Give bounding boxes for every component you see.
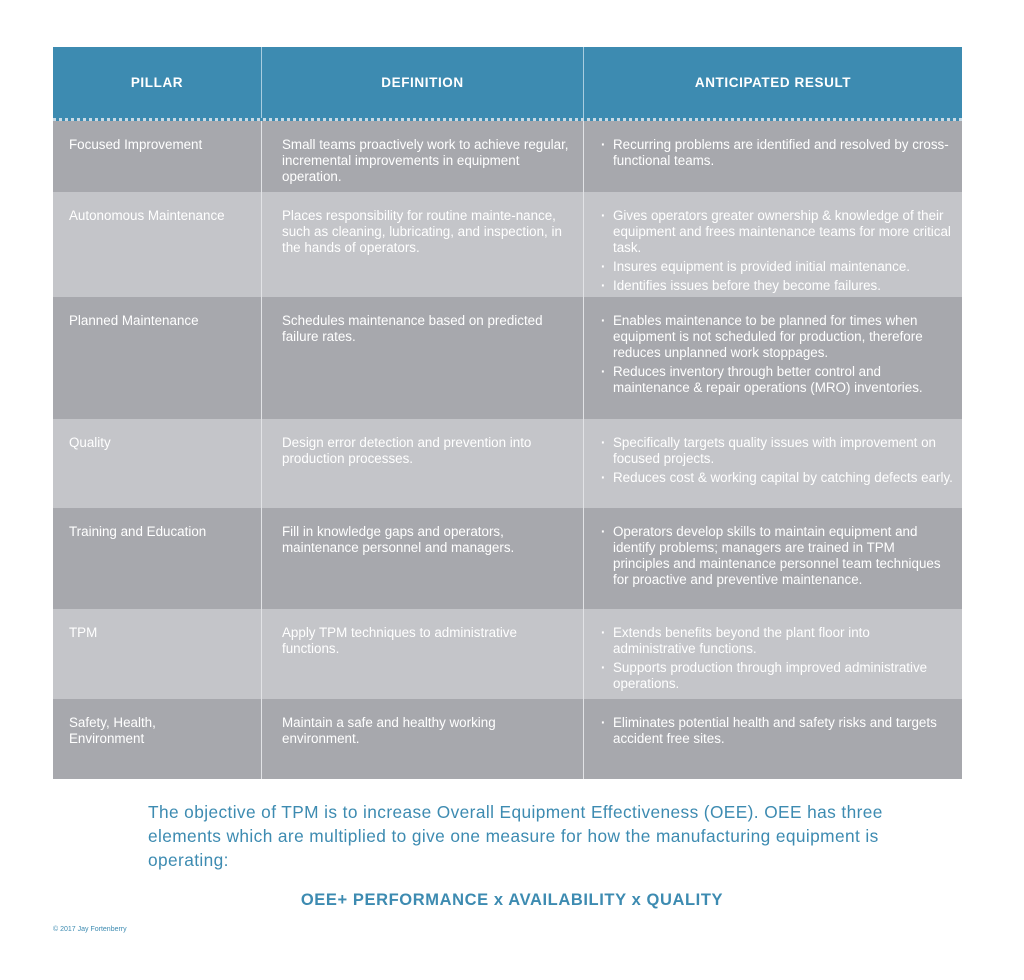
result-cell xyxy=(584,121,962,192)
result-cell xyxy=(584,699,962,779)
definition-cell: Design error detection and prevention into production processes. xyxy=(262,419,584,508)
oee-formula: OEE+ PERFORMANCE x AVAILABILITY x QUALITY xyxy=(300,891,724,909)
table-row xyxy=(53,699,962,779)
definition-cell: Places responsibility for routine mainte-nance, such as cleaning, lubricating, and inspection, in the hands of operators. xyxy=(262,192,584,297)
result-cell xyxy=(584,297,962,419)
table-row xyxy=(53,508,962,609)
tpm-pillars-table xyxy=(53,47,962,779)
definition-cell: Apply TPM techniques to administrative functions. xyxy=(262,609,584,699)
definition-cell: Maintain a safe and healthy working environment. xyxy=(262,699,584,779)
result-item: · Eliminates potential health and safety risks and targets accident free sites. xyxy=(600,715,954,747)
result-cell xyxy=(584,419,962,508)
oee-objective-note: The objective of TPM is to increase Overall Equipment Effectiveness (OEE). OEE has three elements which are multiplied to give one measure for how the manufacturing equipment is operating: xyxy=(148,802,883,870)
definition-cell: Small teams proactively work to achieve regular, incremental improvements in equipment operation. xyxy=(262,121,584,192)
pillar-cell: Autonomous Maintenance xyxy=(53,192,262,297)
result-item: · Reduces cost & working capital by catching defects early. xyxy=(600,470,954,486)
result-item: · Operators develop skills to maintain equipment and identify problems; managers are trained in TPM principles and maintenance personnel team techniques for proactive and preventive maintenance. xyxy=(600,524,954,588)
table-row xyxy=(53,419,962,508)
header-definition: DEFINITION xyxy=(262,47,584,118)
result-cell xyxy=(584,192,962,297)
result-item: · Specifically targets quality issues with improvement on focused projects. xyxy=(600,435,954,467)
result-item: · Enables maintenance to be planned for times when equipment is not scheduled for production, therefore reduces unplanned work stoppages. xyxy=(600,313,954,361)
definition-cell: Fill in knowledge gaps and operators, maintenance personnel and managers. xyxy=(262,508,584,609)
result-item: · Recurring problems are identified and resolved by cross-functional teams. xyxy=(600,137,954,169)
header-anticipated-result: ANTICIPATED RESULT xyxy=(694,75,852,90)
header-pillar: PILLAR xyxy=(53,47,262,118)
pillar-cell: TPM xyxy=(53,609,262,699)
pillar-cell: Quality xyxy=(53,419,262,508)
pillar-cell: Safety, Health, Environment xyxy=(53,699,262,779)
pillar-cell: Training and Education xyxy=(53,508,262,609)
result-item: · Insures equipment is provided initial maintenance. xyxy=(600,259,954,275)
table-row xyxy=(53,609,962,699)
definition-cell: Schedules maintenance based on predicted failure rates. xyxy=(262,297,584,419)
result-item: · Reduces inventory through better control and maintenance & repair operations (MRO) inventories. xyxy=(600,364,954,396)
table-row xyxy=(53,121,962,192)
table-header xyxy=(53,47,962,121)
table-row xyxy=(53,297,962,419)
copyright: © 2017 Jay Fortenberry xyxy=(53,926,127,933)
pillar-cell: Planned Maintenance xyxy=(53,297,262,419)
result-item: · Gives operators greater ownership & knowledge of their equipment and frees maintenance teams for more critical task. xyxy=(600,208,954,256)
result-item: · Extends benefits beyond the plant floor into administrative functions. xyxy=(600,625,954,657)
result-item: · Supports production through improved administrative operations. xyxy=(600,660,954,692)
pillar-cell: Focused Improvement xyxy=(53,121,262,192)
result-item: · Identifies issues before they become failures. xyxy=(600,278,954,294)
table-row xyxy=(53,192,962,297)
result-cell xyxy=(584,609,962,699)
result-cell xyxy=(584,508,962,609)
